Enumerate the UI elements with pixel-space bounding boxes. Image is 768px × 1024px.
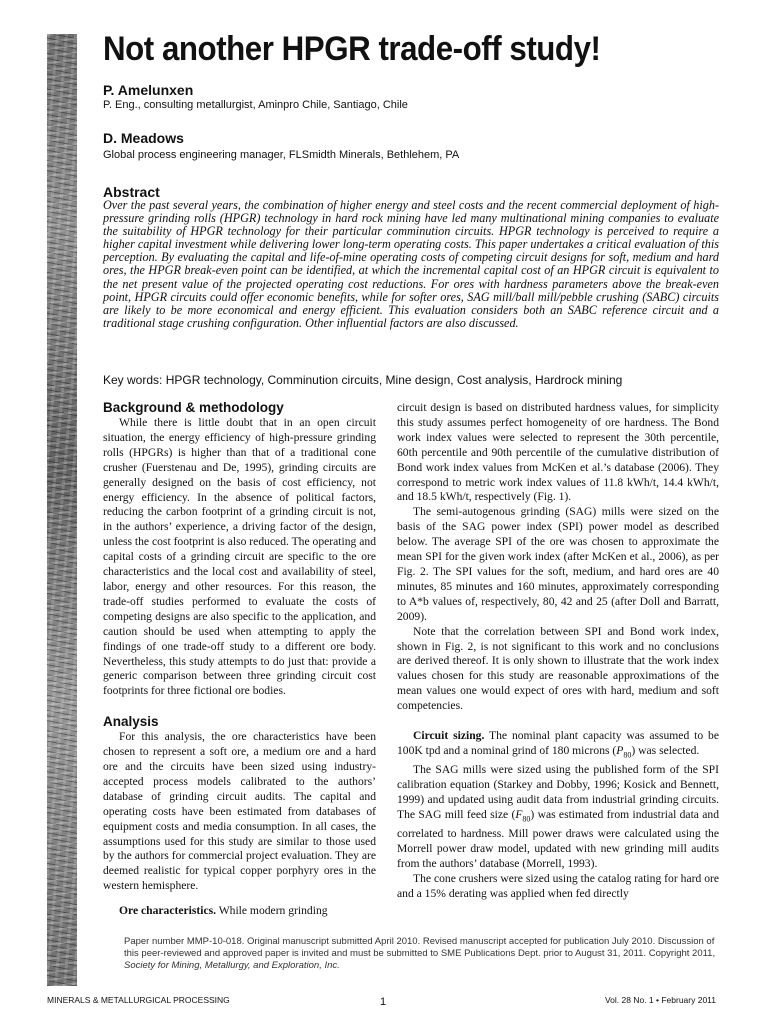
manuscript-notice: Paper number MMP-10-018. Original manuscript submitted April 2010. Revised manuscript accepted for publication July 2010. Discussion of this peer-reviewed and approved paper is invited and must be submitted to SME Publications Dept. prior to August 31, 2011. Copyright 2011, Society for Mining, Metallurgy, and Exploration, Inc.	[124, 936, 716, 971]
author-affiliation: P. Eng., consulting metallurgist, Aminpro Chile, Santiago, Chile	[103, 99, 408, 111]
paragraph: The cone crushers were sized using the catalog rating for hard ore and a 15% derating was applied when fed directly	[397, 871, 719, 900]
paragraph: The semi-autogenous grinding (SAG) mills were sized on the basis of the SAG power index (SPI) power model as described below. The average SPI of the ore was chosen to approximate the mean SPI for the given work index (after McKen et al., 2006), as per Fig. 2. The SPI values for the soft, medium, and hard ores are 40 minutes, 85 minutes and 160 minutes, approximately corresponding to A*b values of, respectively, 80, 42 and 25 (after Doll and Barratt, 2009).	[397, 505, 719, 623]
page-number: 1	[380, 996, 387, 1008]
volume-info: Vol. 28 No. 1 • February 2011	[604, 995, 716, 1005]
left-column	[103, 400, 376, 919]
page-title: Not another HPGR trade-off study!	[103, 30, 601, 68]
abstract-text: Over the past several years, the combination of higher energy and steel costs and the recent commercial deployment of high-pressure grinding rolls (HPGR) technology in hard rock mining have led many multinational mining companies to evaluate the suitability of HPGR technology for their particular comminution circuits. HPGR technology is perceived to require a higher capital investment while delivering lower long-term operating costs. This paper undertakes a critical evaluation of this perception. By evaluating the capital and life-of-mine operating costs of competing circuit designs for soft, medium and hard ores, the HPGR break-even point can be identified, at which the incremental capital cost of an HPGR circuit is equivalent to the net present value of the projected operating cost reductions. For ores with hardness parameters above the break-even point, HPGR circuits could offer economic benefits, while for softer ores, SAG mill/ball mill/pebble crushing (SABC) circuits are likely to be more economical and energy efficient. This evaluation considers both an SABC reference circuit and a traditional stage crushing configuration. Other influential factors are also discussed.	[103, 198, 719, 330]
author-name: P. Amelunxen	[103, 82, 194, 98]
decorative-stone-strip	[47, 34, 77, 986]
paragraph: Circuit sizing. The nominal plant capacity was assumed to be 100K tpd and a nominal grind of 180 microns $(P_{80})$ was selected.	[397, 729, 719, 760]
right-column	[397, 401, 719, 902]
abstract-heading: Abstract	[103, 184, 160, 200]
keywords: Key words: HPGR technology, Comminution circuits, Mine design, Cost analysis, Hardrock mining	[103, 373, 623, 387]
runin-heading: Ore characteristics.	[119, 904, 217, 918]
journal-name: MINERALS & METALLURGICAL PROCESSING	[47, 995, 230, 1005]
paragraph: Ore characteristics. While modern grinding	[119, 904, 328, 918]
section-heading-analysis: Analysis	[103, 714, 159, 730]
author-name: D. Meadows	[103, 130, 184, 146]
paragraph: Note that the correlation between SPI and Bond work index, shown in Fig. 2, is not significant to this work and no conclusions are derived thereof. It is only shown to illustrate that the work index values chosen for this study are reasonable approximations of the mean values one would expect of ores with hard, medium and soft competencies.	[397, 624, 719, 713]
runin-heading: Circuit sizing.	[413, 729, 485, 743]
author-affiliation: Global process engineering manager, FLSmidth Minerals, Bethlehem, PA	[103, 149, 460, 161]
section-heading-background: Background & methodology	[103, 400, 284, 415]
paragraph: The SAG mills were sized using the published form of the SPI calibration equation (Starkey and Dobby, 1996; Kosick and Bennett, 1999) and updated using audit data from industrial grinding circuits. The SAG mill feed size $(F_{80})$ was estimated from industrial data and correlated to hardness. Mill power draws were calculated using the Morrell power draw model, updated with new grinding mill audits from the authors’ database (Morrell, 1993).	[397, 763, 719, 870]
paragraph: While there is little doubt that in an open circuit situation, the energy efficiency of high-pressure grinding rolls (HPGRs) is higher than that of a traditional cone crusher (Fuerstenau and De, 1995), grinding circuits are generally designed on the basis of cost efficiency, not energy efficiency. In the absence of political factors, reducing the carbon footprint of a grinding circuit is not, in the authors’ experience, a driving factor of the design, unless the cost footprint is also reduced. The operating and capital costs of a grinding circuit are specific to the ore characteristics and the local cost and availability of steel, labor, energy and other resources. For this reason, the trade-off studies performed to evaluate the costs of competing designs are also specific to the application, and caution should be used when attempting to apply the findings of one trade-off study to a different ore body. Nevertheless, this study attempts to do just that: provide a generic comparison between three grinding circuit cost footprints for three fictional ore bodies.	[103, 416, 376, 698]
paragraph: circuit design is based on distributed hardness values, for simplicity this study assumes perfect homogeneity of ore hardness. The Bond work index values were selected to represent the 30th percentile, 60th percentile and 90th percentile of the cumulative distribution of Bond work index values from McKen et al.’s database (2006). They correspond to metric work index values of 11.8 kWh/t, 14.4 kWh/t, and 18.5 kWh/t, respectively (Fig. 1).	[397, 401, 719, 504]
paragraph: For this analysis, the ore characteristics have been chosen to represent a soft ore, a medium ore and a hard ore and the circuits have been sized using industry-accepted process models calibrated to the authors’ database of grinding circuit audits. The capital and operating costs have been estimated from databases of equipment costs and media consumption. In all cases, the assumptions used for this study are similar to those used by the authors for commercial project evaluation. They are deemed realistic for typical copper porphyry ores in the western hemisphere.	[103, 730, 376, 893]
